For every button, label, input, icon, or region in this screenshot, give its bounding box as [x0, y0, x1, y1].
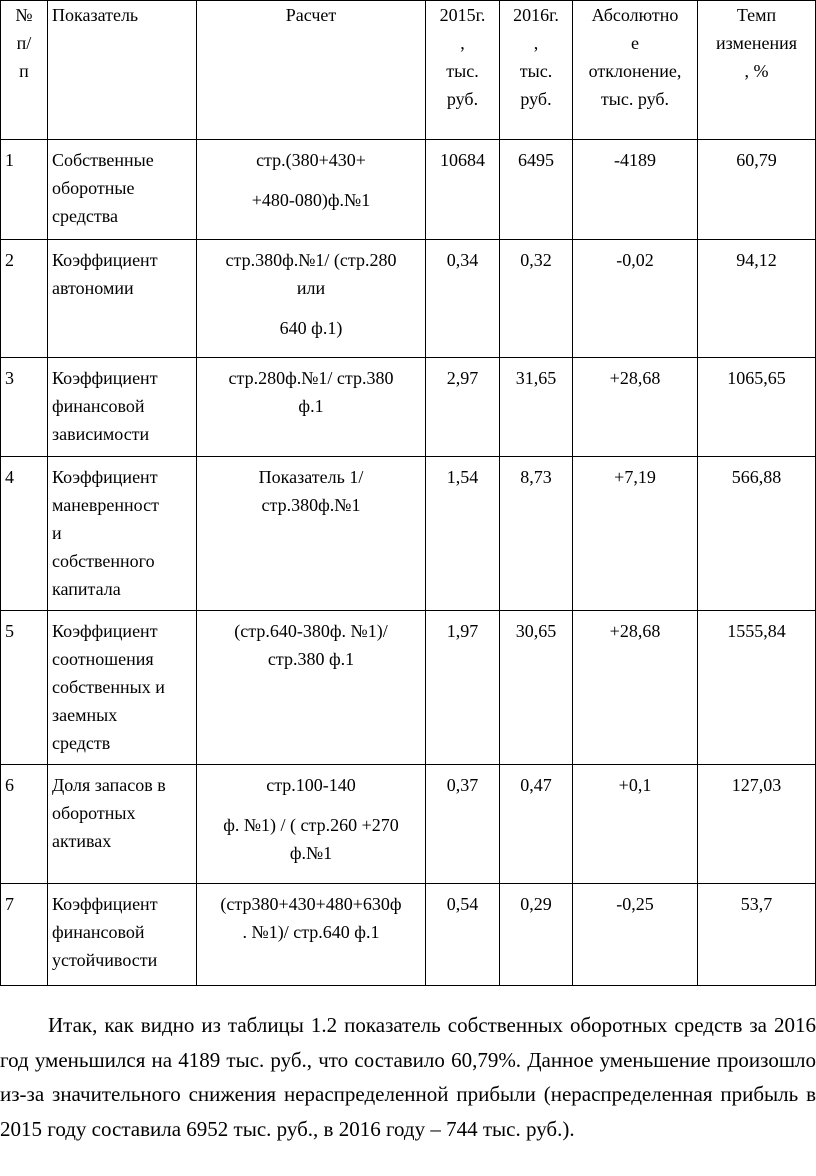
row-rate: 566,88: [698, 457, 816, 611]
row-indicator: Коэффициент маневренност и собственного капитала: [48, 457, 197, 611]
row-2015: 0,34: [426, 240, 500, 358]
row-2015: 1,97: [426, 611, 500, 765]
row-2015: 0,54: [426, 884, 500, 986]
row-abs: +7,19: [573, 457, 698, 611]
row-2016: 0,47: [500, 765, 573, 884]
row-2016: 31,65: [500, 358, 573, 457]
header-indicator: Показатель: [48, 1, 197, 140]
row-num: 3: [1, 358, 48, 457]
row-abs: +28,68: [573, 358, 698, 457]
row-calc: (стр.640-380ф. №1)/ стр.380 ф.1: [197, 611, 426, 765]
row-rate: 94,12: [698, 240, 816, 358]
table-row: [1, 457, 816, 611]
row-2016: 0,32: [500, 240, 573, 358]
header-row: [1, 1, 816, 140]
row-calc: стр.100-140 ф. №1) / ( стр.260 +270 ф.№1: [197, 765, 426, 884]
header-change-rate: Темп изменения , %: [698, 1, 816, 140]
row-abs: -0,25: [573, 884, 698, 986]
row-num: 6: [1, 765, 48, 884]
table-row: [1, 358, 816, 457]
row-calc: стр.280ф.№1/ стр.380 ф.1: [197, 358, 426, 457]
header-calc: Расчет: [197, 1, 426, 140]
row-2016: 0,29: [500, 884, 573, 986]
row-calc: стр.380ф.№1/ (стр.280 или 640 ф.1): [197, 240, 426, 358]
row-rate: 1065,65: [698, 358, 816, 457]
row-abs: -4189: [573, 140, 698, 240]
header-abs-deviation: Абсолютно е отклонение, тыс. руб.: [573, 1, 698, 140]
table-row: [1, 884, 816, 986]
row-indicator: Собственные оборотные средства: [48, 140, 197, 240]
row-indicator: Доля запасов в оборотных активах: [48, 765, 197, 884]
row-indicator: Коэффициент соотношения собственных и заемных средств: [48, 611, 197, 765]
header-2016: 2016г. , тыс. руб.: [500, 1, 573, 140]
row-rate: 53,7: [698, 884, 816, 986]
header-num: № п/ п: [1, 1, 48, 140]
row-2016: 30,65: [500, 611, 573, 765]
row-indicator: Коэффициент финансовой устойчивости: [48, 884, 197, 986]
row-indicator: Коэффициент финансовой зависимости: [48, 358, 197, 457]
table-row: [1, 765, 816, 884]
header-2015: 2015г. , тыс. руб.: [426, 1, 500, 140]
row-num: 5: [1, 611, 48, 765]
row-2015: 1,54: [426, 457, 500, 611]
row-calc: стр.(380+430+ +480-080)ф.№1: [197, 140, 426, 240]
table-row: [1, 140, 816, 240]
table-row: [1, 611, 816, 765]
row-num: 7: [1, 884, 48, 986]
row-indicator: Коэффициент автономии: [48, 240, 197, 358]
row-rate: 1555,84: [698, 611, 816, 765]
row-num: 4: [1, 457, 48, 611]
row-2016: 6495: [500, 140, 573, 240]
row-num: 1: [1, 140, 48, 240]
row-num: 2: [1, 240, 48, 358]
row-abs: -0,02: [573, 240, 698, 358]
row-calc: (стр380+430+480+630ф . №1)/ стр.640 ф.1: [197, 884, 426, 986]
row-2016: 8,73: [500, 457, 573, 611]
table-row: [1, 240, 816, 358]
row-rate: 60,79: [698, 140, 816, 240]
row-2015: 10684: [426, 140, 500, 240]
row-rate: 127,03: [698, 765, 816, 884]
summary-paragraph: Итак, как видно из таблицы 1.2 показатель собственных оборотных средств за 2016 год уменьшился на 4189 тыс. руб., что составило 60,79%. Данное уменьшение произошло из-за значительного снижения нераспределенной прибыли (нераспределенная прибыль в 2015 году составила 6952 тыс. руб., в 2016 году – 744 тыс. руб.).: [0, 1013, 816, 1141]
row-2015: 2,97: [426, 358, 500, 457]
row-calc: Показатель 1/ стр.380ф.№1: [197, 457, 426, 611]
row-abs: +0,1: [573, 765, 698, 884]
row-abs: +28,68: [573, 611, 698, 765]
row-2015: 0,37: [426, 765, 500, 884]
